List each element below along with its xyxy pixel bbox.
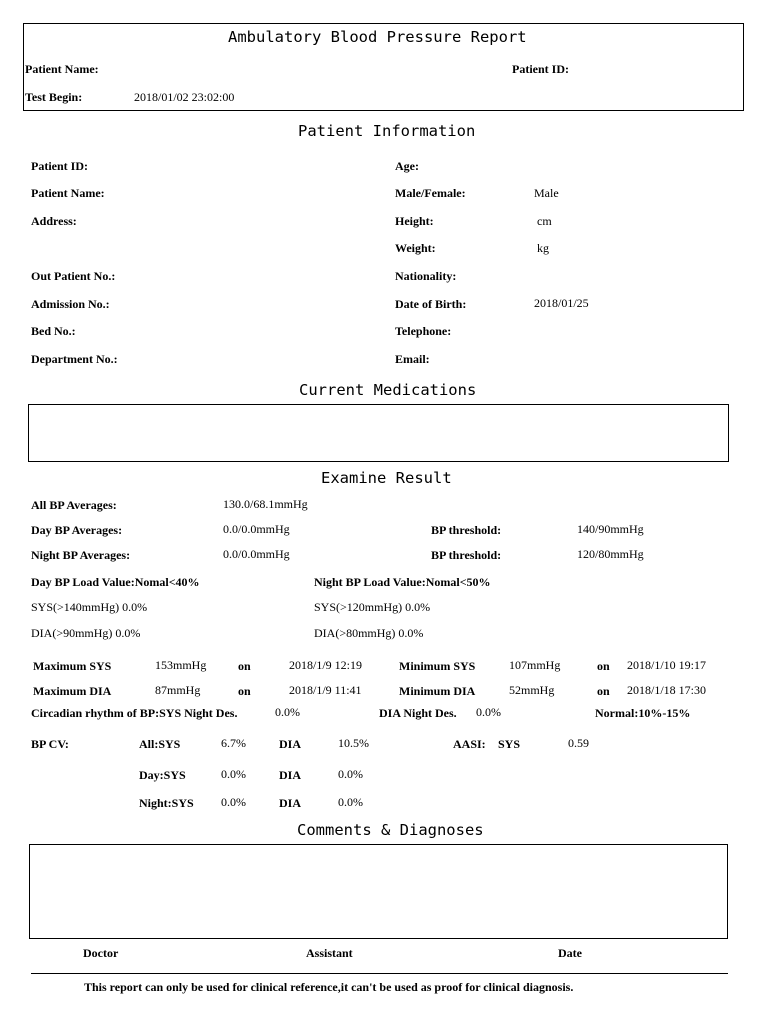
all-dia-value: 10.5%	[338, 736, 369, 750]
max-dia-label: Maximum DIA	[33, 684, 112, 698]
night-dia-load: DIA(>80mmHg) 0.0%	[314, 626, 424, 640]
date-label: Date	[558, 946, 582, 960]
night-load-label: Night BP Load Value:Nomal<50%	[314, 575, 491, 589]
max-dia-time: 2018/1/9 11:41	[289, 683, 362, 697]
dia-night-value: 0.0%	[476, 705, 501, 719]
day-load-label: Day BP Load Value:Nomal<40%	[31, 575, 200, 589]
min-dia-value: 52mmHg	[509, 683, 555, 697]
height-label: Height:	[395, 214, 434, 228]
patient-info-title: Patient Information	[298, 122, 476, 140]
night-dia-label: DIA	[279, 796, 302, 810]
test-begin-value: 2018/01/02 23:02:00	[134, 90, 235, 104]
day-avg-label: Day BP Averages:	[31, 523, 123, 537]
department-label: Department No.:	[31, 352, 118, 366]
weight-label: Weight:	[395, 241, 436, 255]
max-sys-value: 153mmHg	[155, 658, 207, 672]
bpcv-label: BP CV:	[31, 737, 69, 751]
aasi-value: 0.59	[568, 736, 589, 750]
report-title: Ambulatory Blood Pressure Report	[228, 28, 527, 46]
bed-label: Bed No.:	[31, 324, 76, 338]
night-threshold-value: 120/80mmHg	[577, 547, 644, 561]
night-sys-label: Night:SYS	[139, 796, 194, 810]
address-label: Address:	[31, 214, 77, 228]
height-unit: cm	[537, 214, 552, 228]
info-patient-id-label: Patient ID:	[31, 159, 88, 173]
all-dia-label: DIA	[279, 737, 302, 751]
nationality-label: Nationality:	[395, 269, 457, 283]
min-sys-value: 107mmHg	[509, 658, 561, 672]
comments-title: Comments & Diagnoses	[297, 821, 484, 839]
medications-box	[28, 404, 729, 462]
telephone-label: Telephone:	[395, 324, 452, 338]
doctor-label: Doctor	[83, 946, 119, 960]
day-dia-label: DIA	[279, 768, 302, 782]
medications-title: Current Medications	[299, 381, 477, 399]
aasi-label: AASI:	[453, 737, 486, 751]
examine-result-title: Examine Result	[321, 469, 452, 487]
all-sys-label: All:SYS	[139, 737, 181, 751]
circadian-sys-value: 0.0%	[275, 705, 300, 719]
night-sys-value: 0.0%	[221, 795, 246, 809]
min-sys-time: 2018/1/10 19:17	[627, 658, 707, 672]
day-avg-value: 0.0/0.0mmHg	[223, 522, 290, 536]
all-avg-value: 130.0/68.1mmHg	[223, 497, 308, 511]
max-sys-time: 2018/1/9 12:19	[289, 658, 363, 672]
dob-label: Date of Birth:	[395, 297, 467, 311]
info-patient-name-label: Patient Name:	[31, 186, 105, 200]
night-avg-label: Night BP Averages:	[31, 548, 131, 562]
day-sys-load: SYS(>140mmHg) 0.0%	[31, 600, 148, 614]
night-dia-value: 0.0%	[338, 795, 363, 809]
age-label: Age:	[395, 159, 419, 173]
day-dia-value: 0.0%	[338, 767, 363, 781]
day-threshold-label: BP threshold:	[431, 523, 502, 537]
min-sys-on: on	[597, 659, 610, 673]
normal-range-label: Normal:10%-15%	[595, 706, 691, 720]
all-avg-label: All BP Averages:	[31, 498, 117, 512]
email-label: Email:	[395, 352, 430, 366]
min-dia-label: Minimum DIA	[399, 684, 476, 698]
night-threshold-label: BP threshold:	[431, 548, 502, 562]
max-sys-on: on	[238, 659, 251, 673]
night-sys-load: SYS(>120mmHg) 0.0%	[314, 600, 431, 614]
min-dia-on: on	[597, 684, 610, 698]
min-sys-label: Minimum SYS	[399, 659, 476, 673]
min-dia-time: 2018/1/18 17:30	[627, 683, 707, 697]
admission-label: Admission No.:	[31, 297, 110, 311]
out-patient-label: Out Patient No.:	[31, 269, 116, 283]
comments-box	[29, 844, 728, 939]
day-sys-value: 0.0%	[221, 767, 246, 781]
circadian-label: Circadian rhythm of BP:SYS Night Des.	[31, 706, 238, 720]
patient-id-label: Patient ID:	[512, 62, 569, 76]
gender-label: Male/Female:	[395, 186, 466, 200]
day-dia-load: DIA(>90mmHg) 0.0%	[31, 626, 141, 640]
all-sys-value: 6.7%	[221, 736, 246, 750]
day-sys-label: Day:SYS	[139, 768, 186, 782]
night-avg-value: 0.0/0.0mmHg	[223, 547, 290, 561]
dia-night-label: DIA Night Des.	[379, 706, 457, 720]
max-dia-on: on	[238, 684, 251, 698]
max-dia-value: 87mmHg	[155, 683, 201, 697]
assistant-label: Assistant	[306, 946, 353, 960]
dob-value: 2018/01/25	[534, 296, 589, 310]
footer-divider	[31, 973, 728, 974]
test-begin-label: Test Begin:	[25, 90, 83, 104]
max-sys-label: Maximum SYS	[33, 659, 112, 673]
weight-unit: kg	[537, 241, 549, 255]
patient-name-label: Patient Name:	[25, 62, 99, 76]
day-threshold-value: 140/90mmHg	[577, 522, 644, 536]
disclaimer-text: This report can only be used for clinical reference,it can't be used as proof for clinical diagnosis.	[84, 980, 574, 994]
gender-value: Male	[534, 186, 559, 200]
aasi-sys-label: SYS	[498, 737, 521, 751]
